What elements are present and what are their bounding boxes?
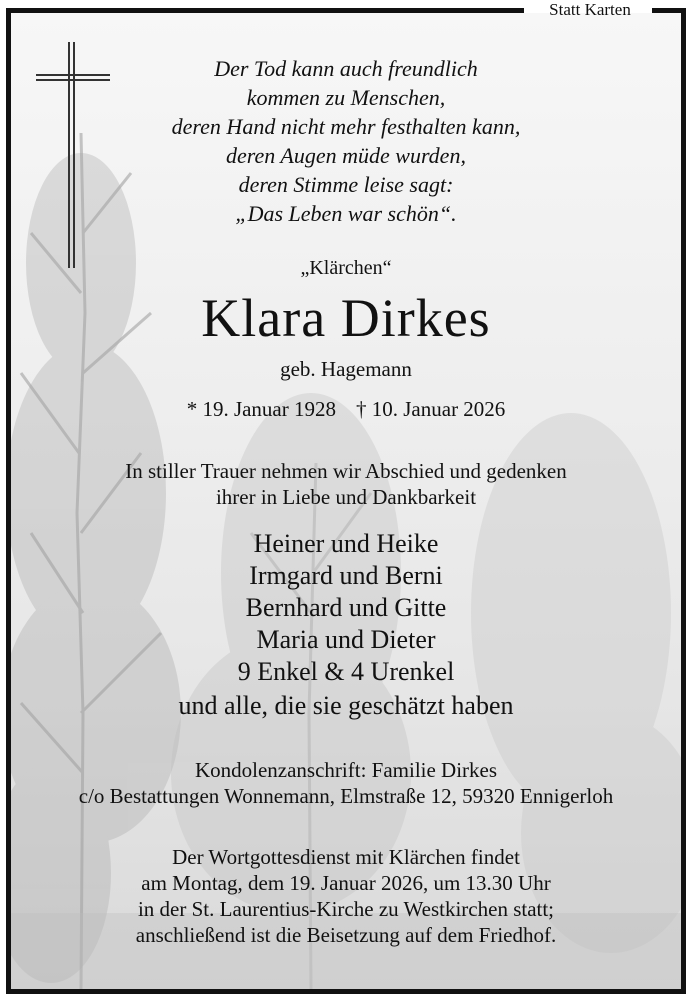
condolence-address: Kondolenzanschrift: Familie Dirkes bbox=[194, 758, 498, 782]
poem-line: deren Hand nicht mehr festhalten kann, bbox=[171, 114, 521, 139]
birth-date: * 19. Januar 1928 bbox=[186, 397, 336, 421]
service-line: in der St. Laurentius-Kirche zu Westkirchen statt; bbox=[137, 897, 555, 921]
service-line: am Montag, dem 19. Januar 2026, um 13.30 Uhr bbox=[141, 871, 551, 895]
mourner-line: Maria und Dieter bbox=[256, 625, 436, 654]
life-dates bbox=[20, 396, 672, 422]
poem-line: deren Augen müde wurden, bbox=[226, 143, 466, 168]
mourner-line: Heiner und Heike bbox=[253, 529, 439, 558]
birth-name: geb. Hagemann bbox=[280, 357, 412, 381]
death-date: † 10. Januar 2026 bbox=[356, 397, 506, 421]
poem-line: „Das Leben war schön“. bbox=[235, 201, 457, 226]
condolence-address: c/o Bestattungen Wonnemann, Elmstraße 12, 59320 Ennigerloh bbox=[78, 784, 614, 808]
poem-line: kommen zu Menschen, bbox=[246, 85, 446, 110]
statt-karten-label: Statt Karten bbox=[549, 0, 631, 19]
mourner-line: Bernhard und Gitte bbox=[245, 593, 447, 622]
poem-line: Der Tod kann auch freundlich bbox=[214, 56, 478, 81]
service-line: anschließend ist die Beisetzung auf dem Friedhof. bbox=[135, 923, 557, 947]
service-line: Der Wortgottesdienst mit Klärchen findet bbox=[172, 845, 520, 869]
intro-line: In stiller Trauer nehmen wir Abschied und gedenken bbox=[125, 459, 567, 483]
intro-line: ihrer in Liebe und Dankbarkeit bbox=[215, 485, 477, 509]
mourner-line: 9 Enkel & 4 Urenkel bbox=[237, 657, 455, 686]
deceased-name: Klara Dirkes bbox=[201, 288, 491, 348]
poem-line: deren Stimme leise sagt: bbox=[238, 172, 454, 197]
nickname: „Klärchen“ bbox=[300, 257, 392, 279]
mourner-line: und alle, die sie geschätzt haben bbox=[178, 691, 514, 720]
mourner-line: Irmgard und Berni bbox=[249, 561, 443, 590]
